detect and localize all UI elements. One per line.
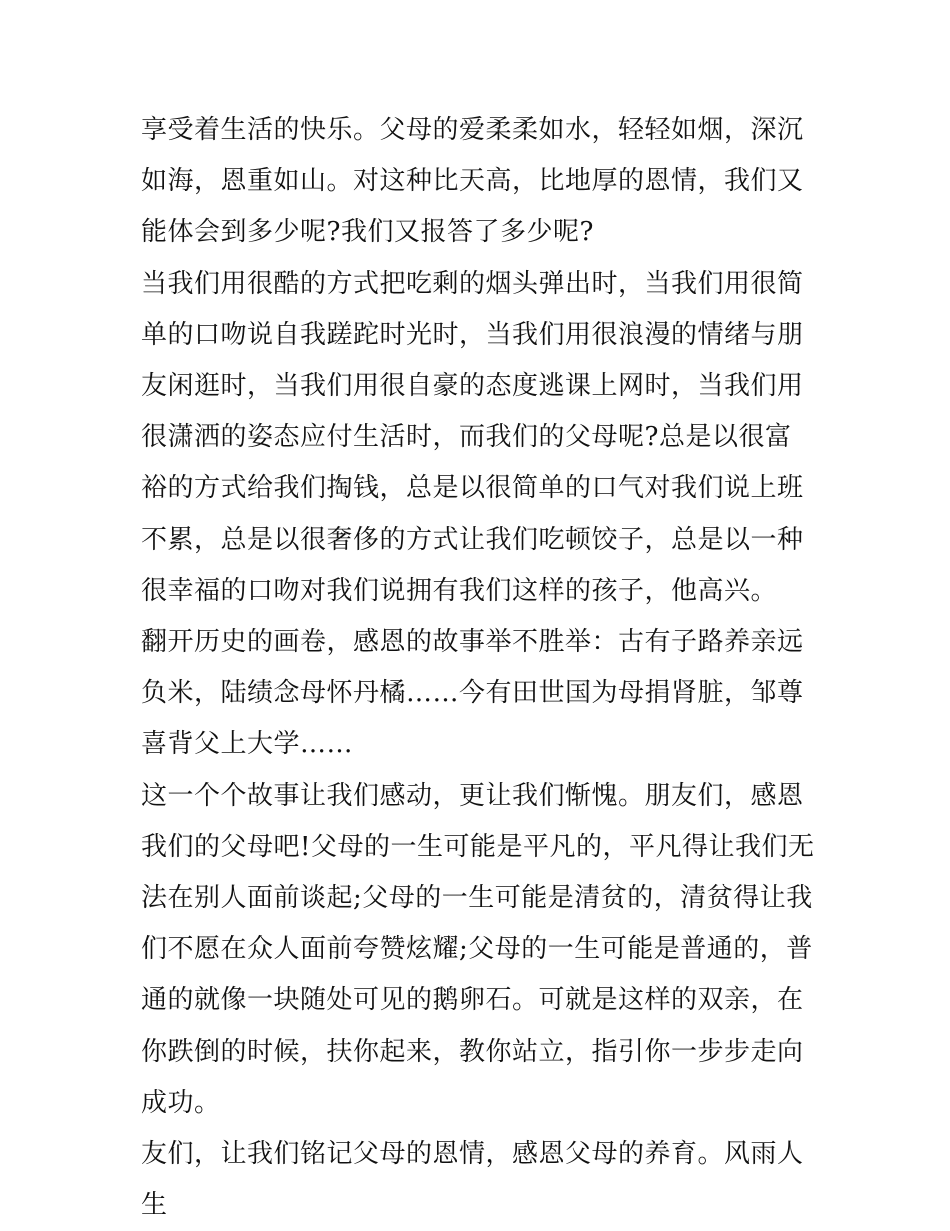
paragraph-5: 友们，让我们铭记父母的恩情，感恩父母的养育。风雨人生	[141, 1139, 804, 1221]
paragraph-1: 享受着生活的快乐。父母的爱柔柔如水，轻轻如烟，深沉如海，恩重如山。对这种比天高，比地厚的恩情，我们又能体会到多少呢?我们又报答了多少呢?	[141, 115, 804, 248]
paragraph-3: 翻开历史的画卷，感恩的故事举不胜举：古有子路养亲远负米，陆绩念母怀丹橘……今有田世国为母捐肾脏，邹尊喜背父上大学……	[141, 627, 804, 760]
paragraph-4: 这一个个故事让我们感动，更让我们惭愧。朋友们，感恩我们的父母吧!父母的一生可能是平凡的，平凡得让我们无法在别人面前谈起;父母的一生可能是清贫的，清贫得让我们不愿在众人面前夸赞炫耀;父母的一生可能是普通的，普通的就像一块随处可见的鹅卵石。可就是这样的双亲，在你跌倒的时候，扶你起来，教你站立，指引你一步步走向成功。	[141, 780, 815, 1118]
document-body	[141, 105, 816, 1231]
paragraph-2: 当我们用很酷的方式把吃剩的烟头弹出时，当我们用很简单的口吻说自我蹉跎时光时，当我们用很浪漫的情绪与朋友闲逛时，当我们用很自豪的态度逃课上网时，当我们用很潇洒的姿态应付生活时，而我们的父母呢?总是以很富裕的方式给我们掏钱，总是以很简单的口气对我们说上班不累，总是以很奢侈的方式让我们吃顿饺子，总是以一种很幸福的口吻对我们说拥有我们这样的孩子，他高兴。	[141, 268, 804, 606]
